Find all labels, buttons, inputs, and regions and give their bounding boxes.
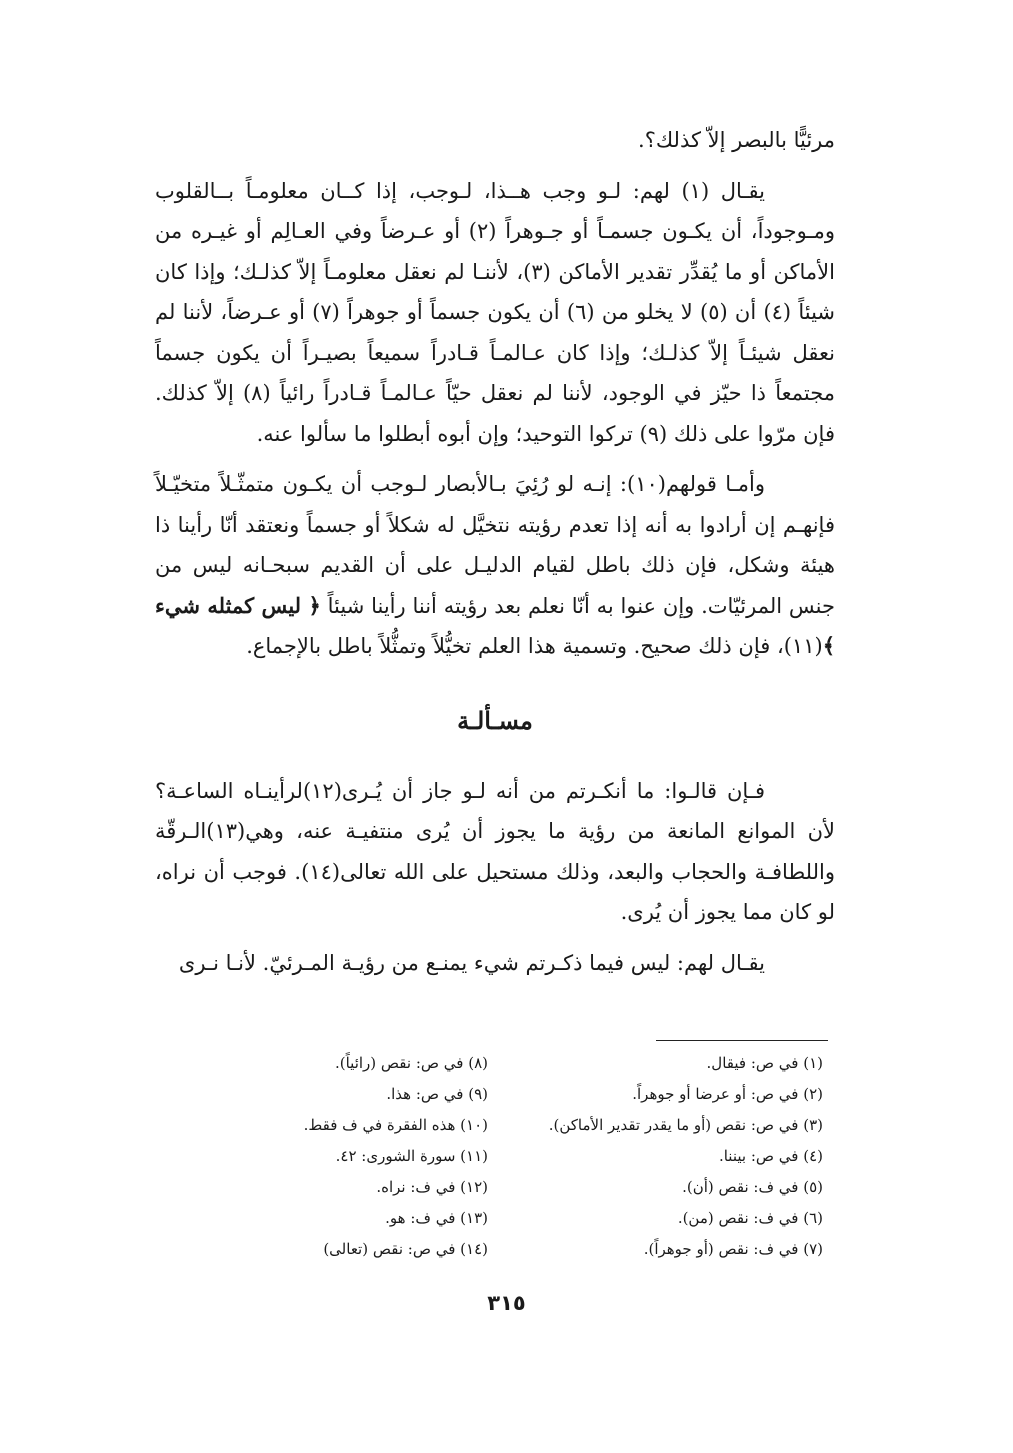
paragraph-3: فـإن قالـوا: ما أنكـرتم من أنه لـو جاز أن يُـرى(١٢)لرأينـاه الساعـة؟ لأن الموانع المانعة من رؤية ما يجوز أن يُرى منتفيـة عنه، وهي(١٣)الـرقّة واللطافـة والحجاب والبعد، وذلك مستحيل على الله تعالى(١٤). فوجب أن نراه، لو كان مما يجوز أن يُرى. xyxy=(155,778,836,924)
footnote: (٢) في ص: أو عرضا أو جوهراً. xyxy=(632,1085,823,1103)
footnote: (١٣) في ف: هو. xyxy=(385,1209,488,1227)
paragraph-2 xyxy=(155,464,835,667)
quran-quote: ﴿ ليس كمثله شيء ﴾ xyxy=(155,592,835,658)
footnote: (٥) في ف: نقص (أن). xyxy=(682,1178,823,1196)
continued-line: مرئيًّا بالبصر إلاّ كذلك؟. xyxy=(638,128,835,152)
paragraph-2-text: وأمـا قولهم(١٠): إنـه لو رُئِيَ بـالأبصار لـوجب أن يكـون متمثّـلاً متخيّـلاً فإنهـم إن أرادوا به أنه إذا تعدم رؤيته نتخيَّل له شكلاً أو جسماً ونعتقد أنّا رأينا ذا هيئة وشكل، فإن ذلك باطل لقيام الدليـل على أن القديم سبحـانه ليس من جنس المرئيّات. وإن عنوا به أنّا نعلم بعد رؤيته أننا رأينا شيئاً xyxy=(155,472,835,618)
paragraph-4: يقـال لهم: ليس فيما ذكـرتم شيء يمنـع من رؤيـة المـرئيّ. لأنـا نـرى xyxy=(178,950,765,975)
paragraph-2-end: (١١)، فإن ذلك صحيح. وتسمية هذا العلم تخيُّلاً وتمثُّلاً باطل بالإجماع. xyxy=(246,634,823,658)
footnote: (٨) في ص: نقص (رائياً). xyxy=(334,1054,488,1072)
footnote: (١٠) هذه الفقرة في ف فقط. xyxy=(303,1116,488,1134)
footnote-rule xyxy=(656,1040,828,1041)
footnotes-right-column xyxy=(503,1048,823,1265)
footnote: (٤) في ص: بيننا. xyxy=(718,1147,823,1165)
footnote: (٧) في ف: نقص (أو جوهراً). xyxy=(643,1240,823,1258)
footnotes xyxy=(168,1048,823,1265)
footnote: (١) في ص: فيقال. xyxy=(706,1054,823,1072)
footnote: (١٤) في ص: نقص (تعالى) xyxy=(323,1240,488,1258)
footnote: (٩) في ص: هذا. xyxy=(386,1085,488,1103)
footnote: (١٢) في ف: نراه. xyxy=(376,1178,488,1196)
footnote: (٣) في ص: نقص (أو ما يقدر تقدير الأماكن). xyxy=(548,1116,823,1134)
page-number: ٣١٥ xyxy=(487,1291,526,1315)
paragraph-1: يقـال (١) لهم: لـو وجب هــذا، لـوجب، إذا كــان معلومـاً بــالقلوب ومـوجوداً، أن يكـون جسمـاً أو جـوهراً (٢) أو عـرضاً وفي العـالِم أو غيـره من الأماكن أو ما يُقدِّر تقدير الأماكن (٣)، لأننـا لم نعقل معلومـاً إلاّ كذلـك؛ وإذا كان شيئاً (٤) أن (٥) لا يخلو من (٦) أن يكون جسماً أو جوهراً (٧) أو عـرضاً، لأننا لم نعقل شيئـاً إلاّ كذلـك؛ وإذا كان عـالمـاً قـادراً سميعاً بصيـراً أن يكون جسماً مجتمعاً ذا حيّز في الوجود، لأننا لم نعقل حيّاً عـالمـاً قـادراً رائياً (٨) إلاّ كذلك. فإن مرّوا على ذلك (٩) تركوا التوحيد؛ وإن أبوه أبطلوا ما سألوا عنه. xyxy=(155,178,836,446)
footnote: (١١) سورة الشورى: ٤٢. xyxy=(335,1147,488,1165)
page-body xyxy=(155,120,835,983)
section-heading: مسـألـة xyxy=(457,705,533,735)
footnotes-left-column xyxy=(168,1048,488,1265)
footnote: (٦) في ف: نقص (من). xyxy=(677,1209,823,1227)
